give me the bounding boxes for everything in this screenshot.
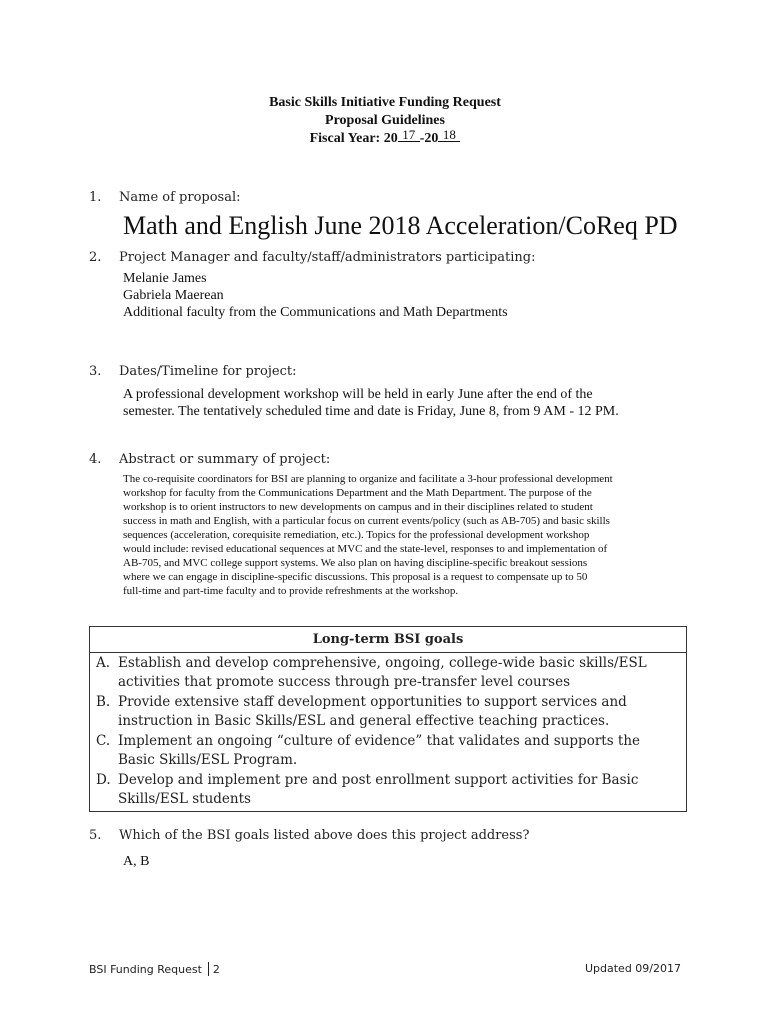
proposal-name-answer[interactable]: Math and English June 2018 Acceleration/CoReq PD — [123, 211, 678, 240]
abstract-line: success in math and English, with a particular focus on current events/policy (such as AB-705) and basic skills — [123, 515, 610, 527]
goal-text: Provide extensive staff development opportunities to support services and instruction in Basic Skills/ESL and general effective teaching practices. — [118, 693, 627, 729]
fiscal-year-mid: -20 — [419, 131, 439, 146]
abstract-line: sequences (acceleration, corequisite remediation, etc.). Topics for the professional development workshop — [123, 529, 590, 541]
bsi-goals-table — [89, 626, 687, 812]
question-2-number: 2. — [89, 250, 102, 265]
question-1 — [89, 189, 689, 207]
question-1-number: 1. — [89, 190, 102, 205]
participant-line: Additional faculty from the Communications and Math Departments — [123, 305, 508, 320]
goals-addressed-answer[interactable]: A, B — [123, 854, 150, 869]
timeline-answer[interactable] — [123, 386, 619, 420]
footer-doc-label: BSI Funding Request — [89, 963, 202, 976]
goals-table-title: Long-term BSI goals — [90, 627, 686, 653]
question-2 — [89, 249, 689, 267]
footer-updated-date: Updated 09/2017 — [584, 962, 681, 975]
goal-item — [90, 771, 686, 810]
abstract-line: AB-705, and MVC college support systems. We also plan on having discipline-specific breakout sessions — [123, 557, 588, 569]
abstract-line: full-time and part-time faculty and to provide refreshments at the workshop. — [123, 585, 459, 597]
goal-text: Implement an ongoing “culture of evidence” that validates and supports the Basic Skills/ESL Program. — [118, 732, 641, 768]
footer-page-number: 2 — [212, 963, 220, 976]
question-4-label: Abstract or summary of project: — [119, 452, 331, 467]
document-title: Basic Skills Initiative Funding Request — [269, 95, 501, 110]
goal-text: Develop and implement pre and post enrollment support activities for Basic Skills/ESL students — [118, 771, 639, 807]
fiscal-year-end-field[interactable]: 18 — [438, 129, 460, 142]
question-4 — [89, 451, 689, 469]
goal-text: Establish and develop comprehensive, ongoing, college-wide basic skills/ESL activities that promote success through pre-transfer level courses — [118, 654, 647, 690]
footer-left — [89, 962, 220, 976]
participants-answer[interactable] — [123, 270, 508, 321]
goal-letter: D. — [96, 771, 111, 788]
abstract-line: where we can engage in discipline-specific discussions. This proposal is a request to compensate up to 50 — [123, 571, 588, 583]
goal-letter: B. — [96, 693, 111, 710]
goal-item — [90, 693, 686, 732]
abstract-answer[interactable] — [123, 472, 683, 598]
participant-line: Gabriela Maerean — [123, 288, 224, 303]
abstract-line: The co-requisite coordinators for BSI are planning to organize and facilitate a 3-hour professional development — [123, 473, 613, 485]
fiscal-year-line — [0, 127, 770, 148]
question-4-number: 4. — [89, 452, 102, 467]
goal-item — [90, 654, 686, 693]
question-2-label: Project Manager and faculty/staff/administrators participating: — [119, 250, 536, 265]
fiscal-year-start-field[interactable]: 17 — [398, 129, 420, 142]
question-3-number: 3. — [89, 364, 102, 379]
question-3-label: Dates/Timeline for project: — [119, 364, 297, 379]
document-subtitle: Proposal Guidelines — [325, 113, 445, 128]
timeline-line: A professional development workshop will be held in early June after the end of the — [123, 387, 593, 402]
document-header — [0, 94, 770, 148]
goal-letter: C. — [96, 732, 111, 749]
footer-separator — [208, 962, 209, 976]
goal-letter: A. — [96, 654, 111, 671]
abstract-line: would include: revised educational sequences at MVC and the state-level, responses to and implementation of — [123, 543, 608, 555]
fiscal-year-prefix: Fiscal Year: 20 — [309, 131, 398, 146]
question-5-label: Which of the BSI goals listed above does this project address? — [119, 828, 530, 843]
timeline-line: semester. The tentatively scheduled time and date is Friday, June 8, from 9 AM - 12 PM. — [123, 404, 619, 419]
question-1-label: Name of proposal: — [119, 190, 241, 205]
abstract-line: workshop for faculty from the Communications Department and the Math Department. The purpose of the — [123, 487, 592, 499]
question-5 — [89, 827, 689, 845]
goal-item — [90, 732, 686, 771]
abstract-line: workshop is to orient instructors to new developments on campus and in their disciplines related to student — [123, 501, 593, 513]
participant-line: Melanie James — [123, 271, 207, 286]
goals-list — [90, 653, 686, 811]
question-5-number: 5. — [89, 828, 102, 843]
question-3 — [89, 363, 689, 381]
